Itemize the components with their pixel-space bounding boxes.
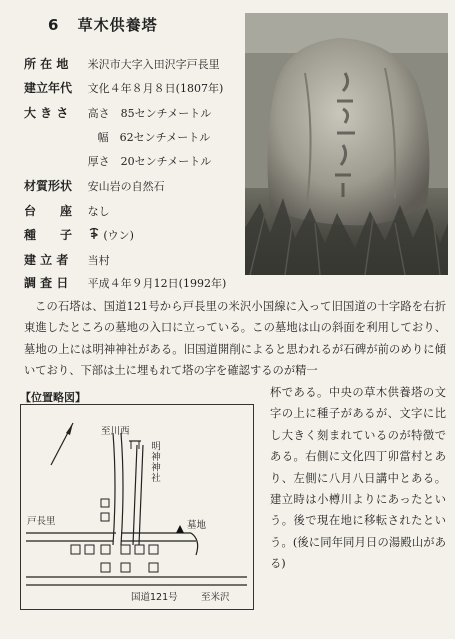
info-label: 所 在 地 xyxy=(24,57,69,71)
info-value: なし xyxy=(87,205,110,218)
info-value: 当村 xyxy=(87,254,110,267)
map-heading: 【位置略図】 xyxy=(20,391,86,404)
info-thickness xyxy=(24,152,224,170)
map-label-tochori: 戸長里 xyxy=(27,516,56,527)
map-label-yonezawa: 至米沢 xyxy=(201,592,230,603)
info-label: 調 査 日 xyxy=(24,276,69,290)
info-pedestal xyxy=(24,202,110,220)
description-continued: 杯である。中央の草木供養塔の文字の上に種子があるが、文字に比し大きく刻まれているのが特徴である。右側に文化四丁卯當村とあり、左側に八月八日講中とある。建立時は小樽川よりにあったという。後で現在地に移転されたという。(後に同年同月日の湯殿山がある) xyxy=(270,386,446,571)
map-label-shrine: 明神神社 xyxy=(149,441,160,483)
monument-title: 草木供養塔 xyxy=(77,16,158,34)
north-arrow-icon xyxy=(51,423,73,465)
info-label: 種 子 xyxy=(24,228,73,242)
info-value: (ウン) xyxy=(103,229,134,242)
info-value: 厚さ 20センチメートル xyxy=(87,155,212,168)
info-value: 平成４年９月12日(1992年) xyxy=(87,277,227,290)
section-number: 6 xyxy=(48,16,60,34)
map-label-route: 国道121号 xyxy=(131,592,178,603)
info-label: 材質形状 xyxy=(24,179,73,193)
info-value: 安山岩の自然石 xyxy=(87,180,165,193)
location-map xyxy=(20,404,254,610)
info-location xyxy=(24,55,220,73)
info-value: 高さ 85センチメートル xyxy=(87,107,212,120)
info-size xyxy=(24,104,224,122)
info-label: 建立年代 xyxy=(24,81,73,95)
info-seed xyxy=(24,226,134,244)
info-label: 台 座 xyxy=(24,204,73,218)
info-value: 文化４年８月８日(1807年) xyxy=(87,82,224,95)
info-date xyxy=(24,79,223,97)
map-label-shikawanishi: 至川西 xyxy=(101,426,130,437)
monument-marker-icon xyxy=(176,525,184,533)
info-value: 幅 62センチメートル xyxy=(97,131,211,144)
shrine-gate-icon xyxy=(129,441,141,449)
info-label: 建 立 者 xyxy=(24,253,69,267)
map-label-cemetery: 墓地 xyxy=(187,520,207,531)
info-label: 大 き さ xyxy=(24,106,69,120)
info-width xyxy=(24,128,224,146)
page-title xyxy=(48,14,158,35)
description-paragraph: この石塔は、国道121号から戸長里の米沢小国線に入って旧国道の十字路を右折東進したところの墓地の入口に立っている。この墓地は山の斜面を利用しており、墓地の上には明神神社がある。旧国道開削によると思われるが石碑が前のめりに傾いており、下部は土に埋もれて塔の字を確認するのが精一 xyxy=(24,300,446,378)
bonji-glyph-icon xyxy=(88,227,100,246)
info-survey-date xyxy=(24,274,226,292)
info-value: 米沢市大字入田沢字戸長里 xyxy=(87,58,220,71)
monument-photo xyxy=(245,13,448,275)
info-material xyxy=(24,177,165,195)
info-builder xyxy=(24,251,110,269)
